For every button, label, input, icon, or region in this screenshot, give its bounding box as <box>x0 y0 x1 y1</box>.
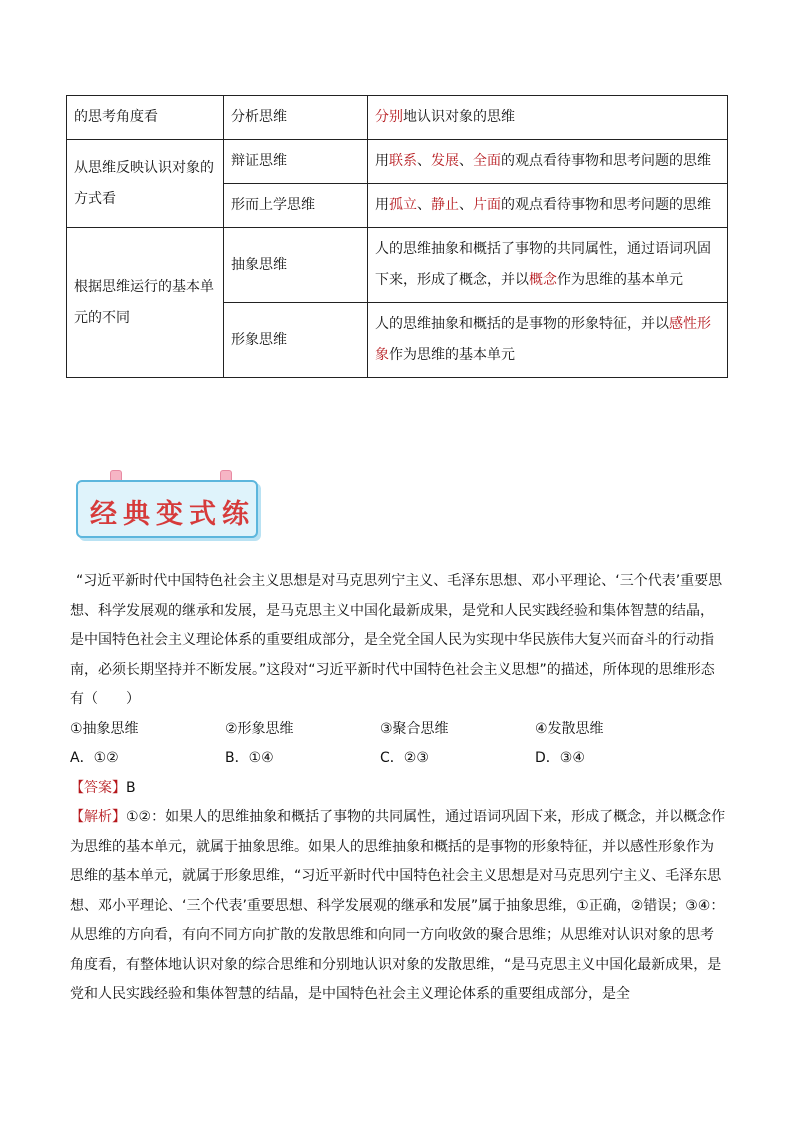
highlight: 孤立 <box>389 197 417 213</box>
highlight: 联系 <box>389 153 417 169</box>
text: 、 <box>459 153 473 169</box>
banner-title: 经典变式练 <box>90 499 255 530</box>
table-cell <box>368 140 728 184</box>
text: 作为思维的基本单元 <box>557 272 683 288</box>
item: ②形象思维 <box>225 720 294 737</box>
table-row <box>67 228 728 303</box>
text: 用 <box>375 153 389 169</box>
analysis-text: ①②：如果人的思维抽象和概括了事物的共同属性，通过语词巩固下来，形成了概念，并以概念作为思维的基本单元，就属于抽象思维。如果人的思维抽象和概括的是事物的形象特征，并以感性形象作为思维的基本单元，就属于形象思维，“习近平新时代中国特色社会主义思想是对马克思列宁主义、毛泽东思想、邓小平理论、‘三个代表’重要思想、科学发展观的继承和发展”属于抽象思维，①正确，②错误；③④：从思维的方向看，有向不同方向扩散的发散思维和向同一方向收敛的聚合思维；从思维对认识对象的思考角度看，有整体地认识对象的综合思维和分别地认识对象的发散思维，“是马克思主义中国化最新成果，是党和人民实践经验和集体智慧的结晶，是中国特色社会主义理论体系的重要组成部分，是全 <box>70 809 726 1002</box>
item: ①抽象思维 <box>70 720 139 737</box>
item: ④发散思维 <box>535 720 604 737</box>
question-stem: “习近平新时代中国特色社会主义思想是对马克思列宁主义、毛泽东思想、邓小平理论、‘三个代表’重要思想、科学发展观的继承和发展，是马克思主义中国化最新成果，是党和人民实践经验和集体智慧的结晶，是中国特色社会主义理论体系的重要组成部分，是全党全国人民为实现中华民族伟大复兴而奋斗的行动指南，必须长期坚持并不断发展。”这段对“习近平新时代中国特色社会主义思想”的描述，所体现的思维形态有（ ） <box>70 573 723 707</box>
answer-value: B <box>126 779 136 796</box>
table-cell: 抽象思维 <box>224 228 368 303</box>
text: 人的思维抽象和概括了事物的共同属性，通过语词巩固下来，形成了概念，并以 <box>375 241 711 288</box>
table-cell: 辩证思维 <box>224 140 368 184</box>
highlight: 感性形象 <box>375 316 711 363</box>
text: 的观点看待事物和思考问题的思维 <box>501 197 711 213</box>
table-cell <box>368 228 728 303</box>
table-cell: 的思考角度看 <box>67 96 224 140</box>
analysis <box>70 803 726 1010</box>
answer-label: 【答案】 <box>70 779 126 796</box>
highlight: 概念 <box>529 272 557 288</box>
question-block <box>70 567 726 1010</box>
highlight: 静止 <box>431 197 459 213</box>
table-cell <box>368 96 728 140</box>
text: 、 <box>459 197 473 213</box>
item-list <box>70 715 726 745</box>
group-cell: 根据思维运行的基本单元的不同 <box>67 228 224 378</box>
choice-list <box>70 744 726 774</box>
table-cell: 形象思维 <box>224 303 368 378</box>
text: 作为思维的基本单元 <box>389 347 515 363</box>
choice: D．③④ <box>535 750 585 766</box>
choice: C．②③ <box>380 750 429 766</box>
text: 、 <box>417 153 431 169</box>
highlight: 片面 <box>473 197 501 213</box>
table-cell <box>368 184 728 228</box>
highlight: 全面 <box>473 153 501 169</box>
analysis-label: 【解析】 <box>70 809 126 825</box>
text: 、 <box>417 197 431 213</box>
highlight: 发展 <box>431 153 459 169</box>
table-row <box>67 96 728 140</box>
choice: A．①② <box>70 750 119 766</box>
concept-table <box>66 95 728 378</box>
table-cell: 形而上学思维 <box>224 184 368 228</box>
table-cell: 分析思维 <box>224 96 368 140</box>
table-row <box>67 140 728 184</box>
text: 地认识对象的思维 <box>403 109 515 125</box>
text: 人的思维抽象和概括的是事物的形象特征，并以 <box>375 316 669 332</box>
answer <box>70 774 726 804</box>
text: 的观点看待事物和思考问题的思维 <box>501 153 711 169</box>
group-cell: 从思维反映认识对象的方式看 <box>67 140 224 228</box>
section-banner <box>70 470 260 540</box>
table-cell <box>368 303 728 378</box>
choice: B．①④ <box>225 750 274 766</box>
text: 用 <box>375 197 389 213</box>
highlight: 分别 <box>375 109 403 125</box>
item: ③聚合思维 <box>380 720 449 737</box>
